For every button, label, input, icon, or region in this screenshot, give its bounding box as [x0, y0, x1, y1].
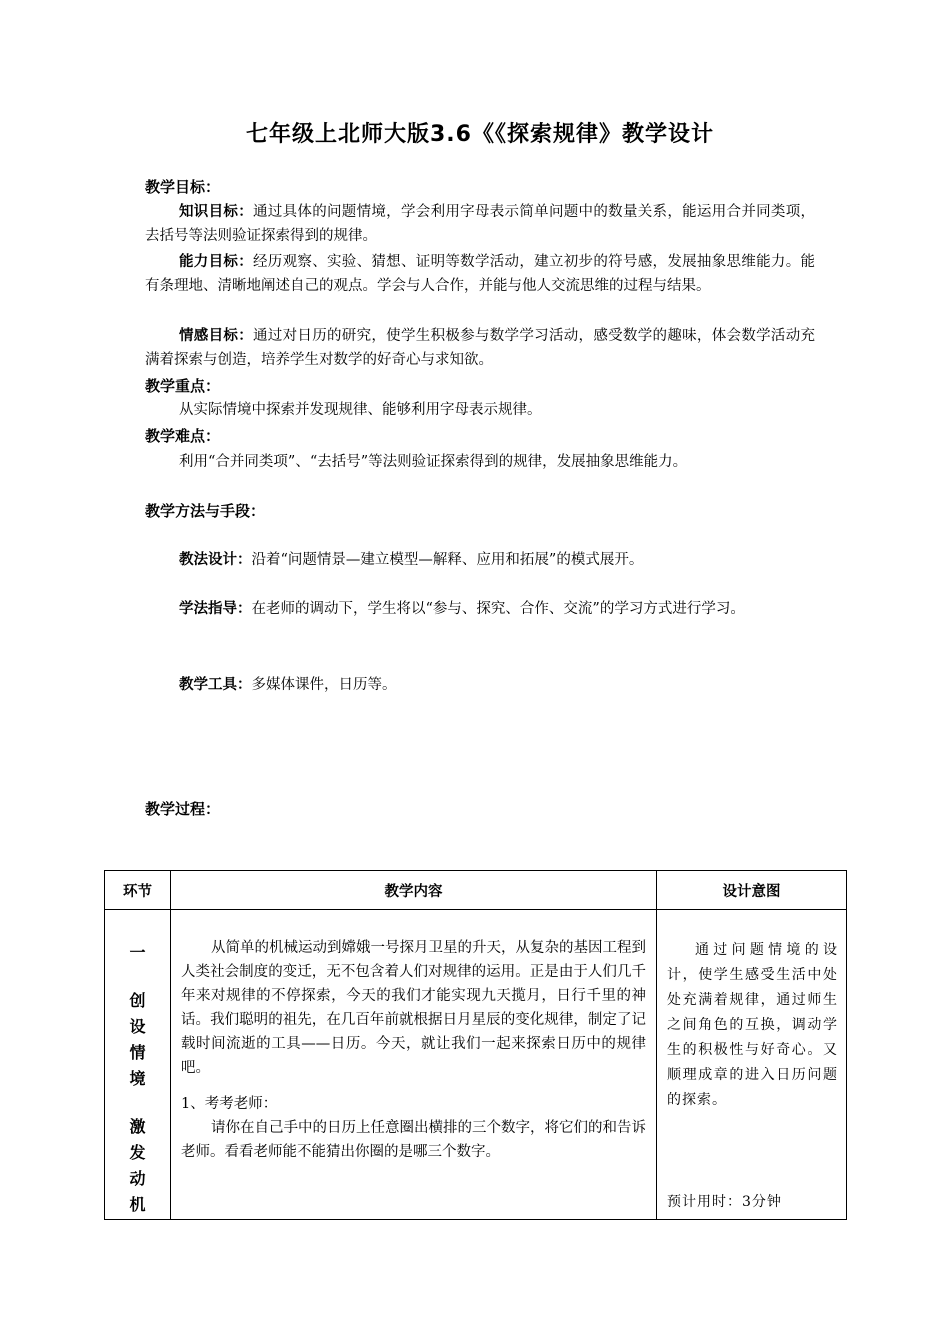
table-header-row: [105, 871, 847, 910]
tools-label: 教学工具：: [179, 677, 252, 693]
emotion-label: 情感目标：: [179, 328, 253, 344]
stage-char: 创: [129, 991, 146, 1010]
emotion-objective: [145, 324, 815, 372]
intent-text: 通过问题情境的设计，使学生感受生活中处处充满着规律，通过师生之间角色的互换，调动学生的积极性与好奇心。又顺理成章的进入日历问题的探索。: [667, 942, 838, 1108]
stage-char: 动: [129, 1169, 146, 1188]
teaching-tools: [145, 673, 815, 697]
teaching-text: 沿着“问题情景—建立模型—解释、应用和拓展”的模式展开。: [251, 552, 644, 568]
process-heading: 教学过程：: [145, 800, 221, 818]
ability-objective: [145, 250, 815, 298]
learning-label: 学法指导：: [179, 601, 252, 617]
stage-cell: [105, 910, 171, 1220]
stage-char: 境: [129, 1069, 146, 1088]
stage-char: 设: [129, 1017, 146, 1036]
item-title: 1、考考老师：: [181, 1096, 278, 1112]
stage-char: 发: [129, 1143, 146, 1162]
knowledge-label: 知识目标：: [179, 204, 253, 220]
header-intent: 设计意图: [657, 871, 847, 910]
knowledge-objective: [145, 200, 815, 248]
content-cell: [171, 910, 657, 1220]
teaching-method: [145, 548, 815, 572]
key-point-text: 从实际情境中探索并发现规律、能够利用字母表示规律。: [179, 402, 542, 418]
methods-heading: 教学方法与手段：: [145, 502, 266, 520]
stage-char: 一: [129, 943, 146, 962]
time-estimate: 预计用时：3分钟: [667, 1194, 782, 1210]
stage-char: 情: [129, 1043, 146, 1062]
header-stage: 环节: [105, 871, 171, 910]
emotion-text: 通过对日历的研究，使学生积极参与数学学习活动，感受数学的趣味，体会数学活动充满着探索与创造，培养学生对数学的好奇心与求知欲。: [145, 328, 816, 368]
stage-char: 激: [129, 1117, 146, 1136]
table-row: [105, 910, 847, 1220]
objectives-heading: 教学目标：: [145, 178, 221, 196]
knowledge-text: 通过具体的问题情境，学会利用字母表示简单问题中的数量关系，能运用合并同类项，去括号等法则验证探索得到的规律。: [145, 204, 816, 244]
item-text: 请你在自己手中的日历上任意圈出横排的三个数字，将它们的和告诉老师。看看老师能不能猜出你圈的是哪三个数字。: [181, 1120, 646, 1160]
difficulty-text: 利用“合并同类项”、“去括号”等法则验证探索得到的规律，发展抽象思维能力。: [179, 454, 688, 470]
ability-label: 能力目标：: [179, 254, 253, 270]
document-title: 七年级上北师大版3.6《《探索规律》教学设计: [246, 122, 714, 147]
tools-text: 多媒体课件，日历等。: [251, 677, 397, 693]
learning-guidance: [145, 597, 815, 621]
intent-cell: [657, 910, 847, 1220]
key-point-heading: 教学重点：: [145, 377, 221, 395]
process-table: [104, 870, 847, 1220]
content-intro: 从简单的机械运动到嫦娥一号探月卫星的升天，从复杂的基因工程到人类社会制度的变迁，无不包含着人们对规律的运用。正是由于人们几千年来对规律的不停探索，今天的我们才能实现九天揽月，日行千里的神话。我们聪明的祖先，在几百年前就根据日月星辰的变化规律，制定了记载时间流逝的工具——日历。今天，就让我们一起来探索日历中的规律吧。: [181, 940, 646, 1076]
learning-text: 在老师的调动下，学生将以“参与、探究、合作、交流”的学习方式进行学习。: [251, 601, 745, 617]
ability-text: 经历观察、实验、猜想、证明等数学活动，建立初步的符号感，发展抽象思维能力。能有条理地、清晰地阐述自己的观点。学会与人合作，并能与他人交流思维的过程与结果。: [145, 254, 816, 294]
teaching-label: 教法设计：: [179, 552, 252, 568]
header-content: 教学内容: [171, 871, 657, 910]
difficulty-heading: 教学难点：: [145, 427, 221, 445]
stage-char: 机: [129, 1195, 146, 1214]
